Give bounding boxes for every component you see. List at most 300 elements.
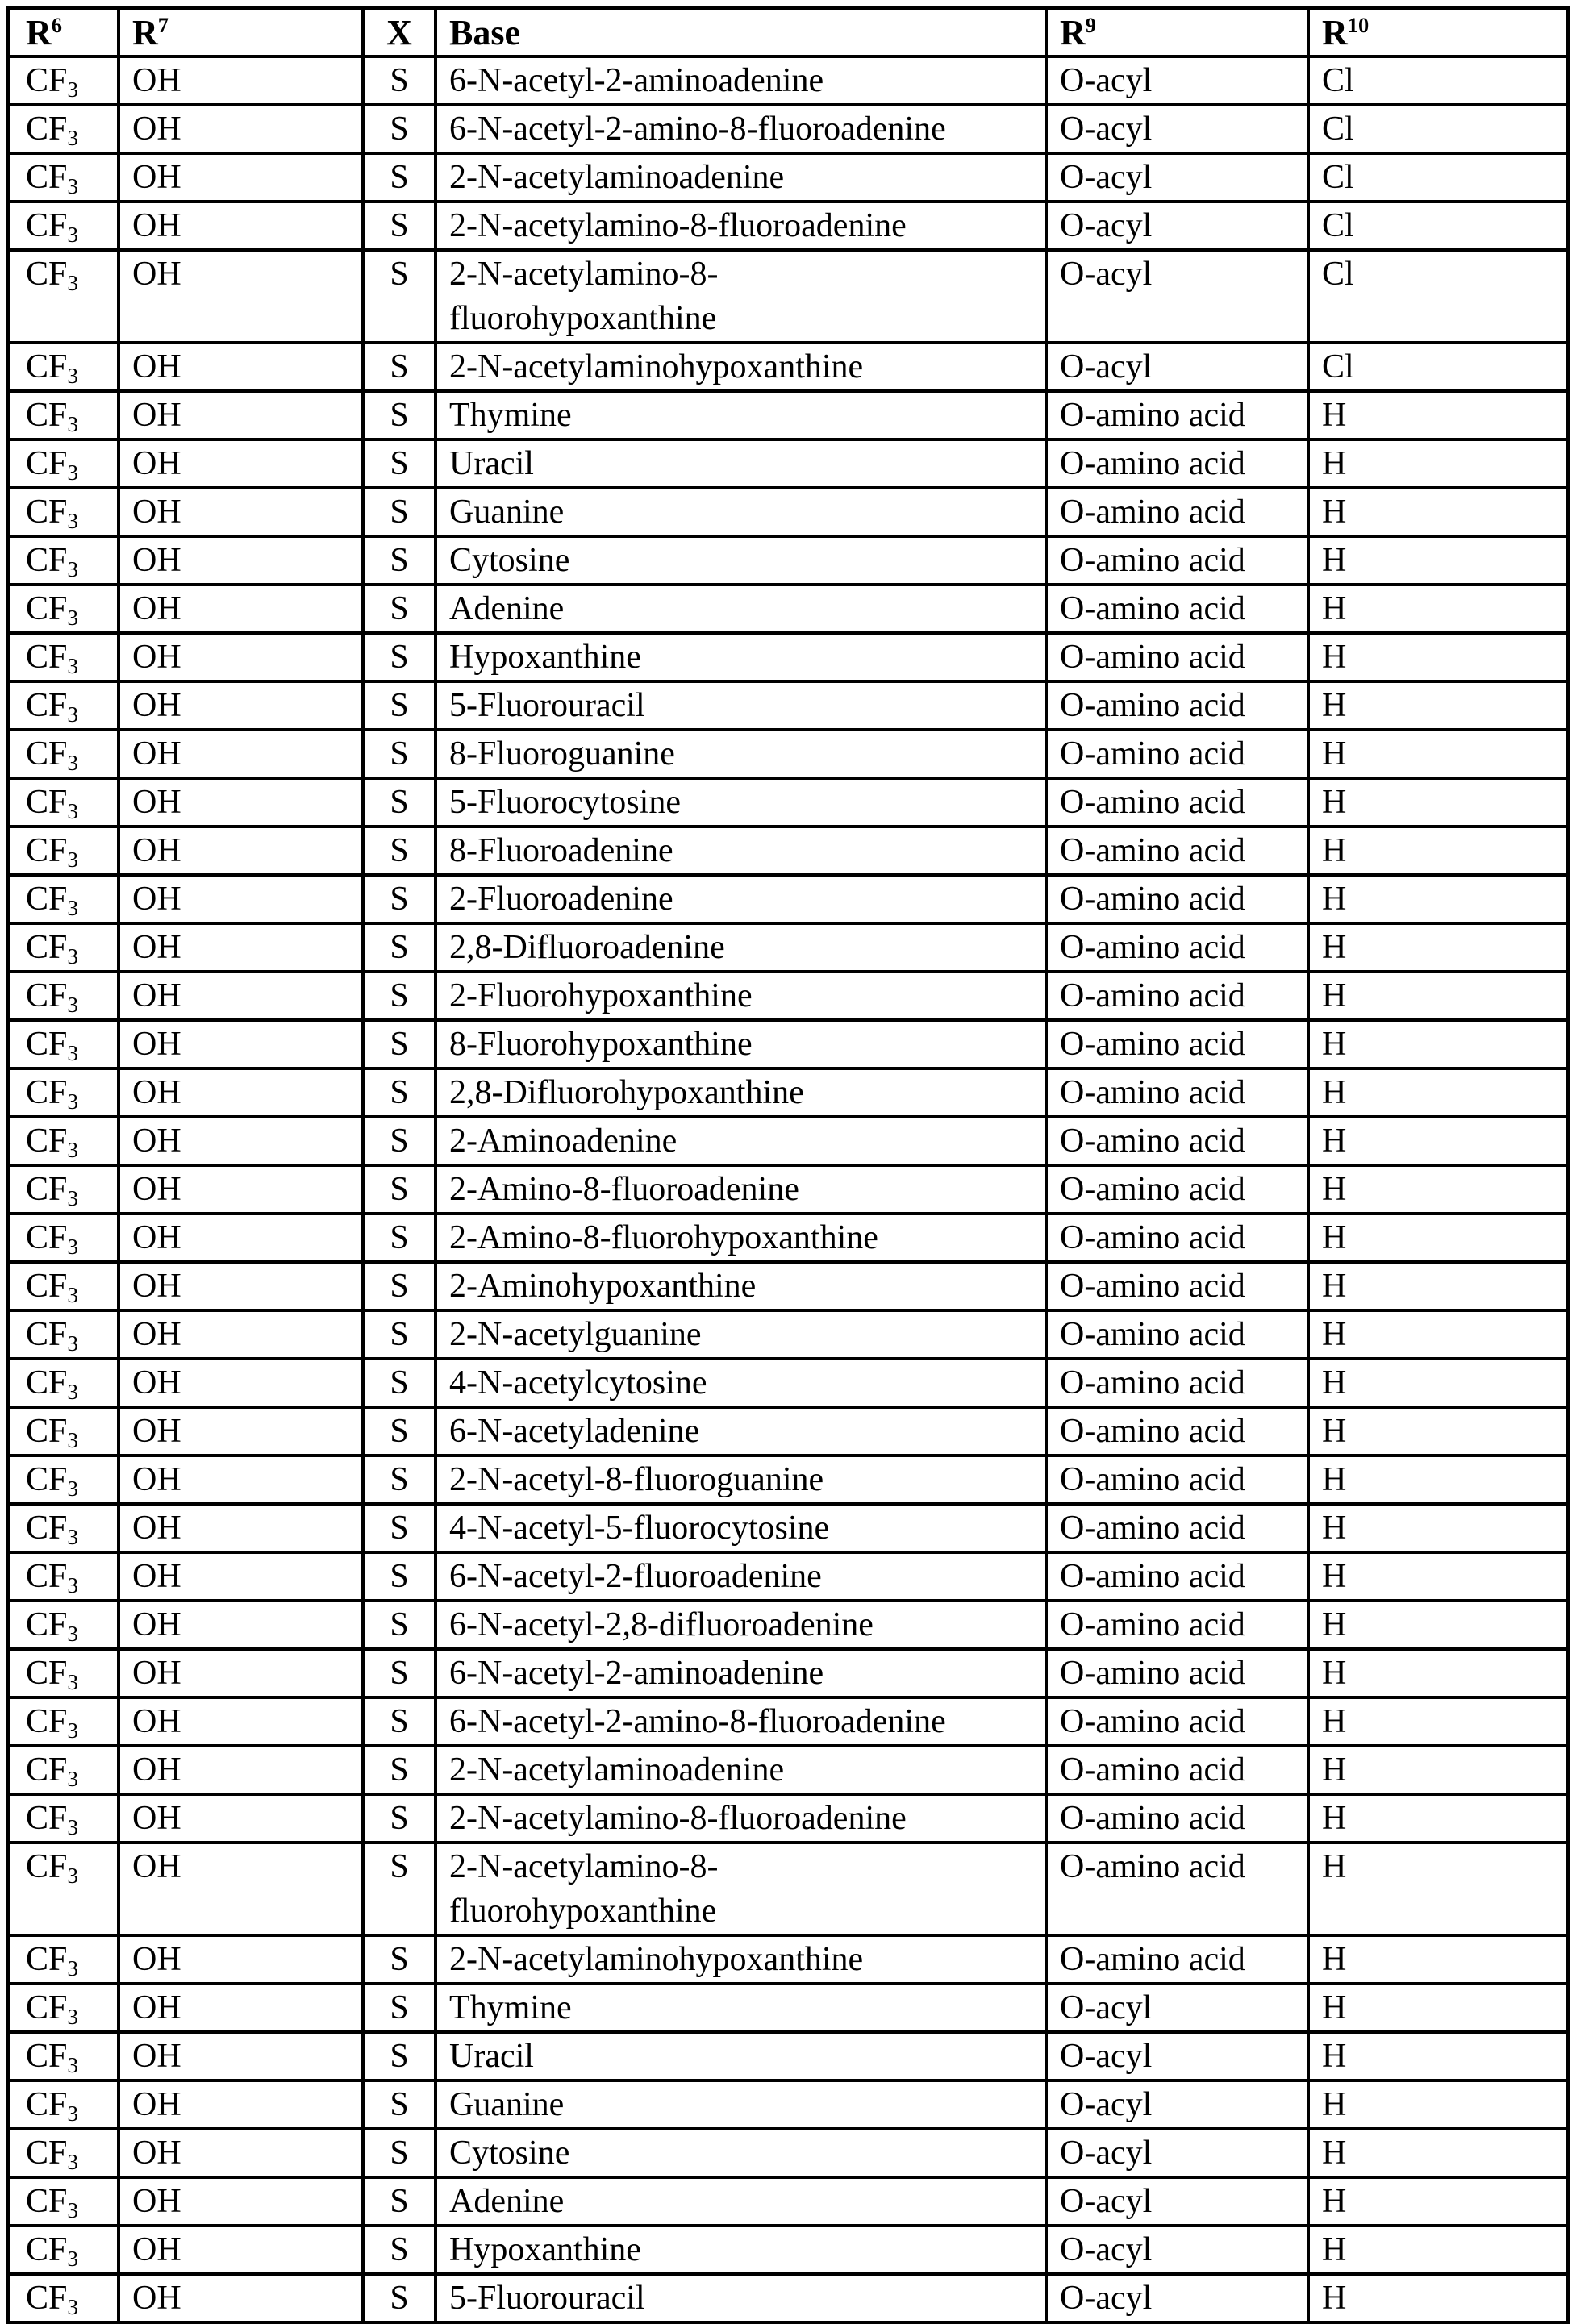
cell-r10: H xyxy=(1308,778,1568,827)
cell-r10: Cl xyxy=(1308,105,1568,153)
cell-r9: O-acyl xyxy=(1046,2274,1308,2322)
cell-r7: OH xyxy=(119,1697,363,1746)
cell-r9: O-acyl xyxy=(1046,105,1308,153)
cell-r10: H xyxy=(1308,2226,1568,2274)
table-row xyxy=(8,1601,1568,1649)
cell-r10: H xyxy=(1308,439,1568,488)
cell-r9: O-acyl xyxy=(1046,250,1308,343)
cell-r6: $CF_3$ xyxy=(8,1649,119,1697)
cell-x: S xyxy=(363,202,436,250)
cell-r7: OH xyxy=(119,536,363,585)
table-row xyxy=(8,633,1568,681)
cell-x: S xyxy=(363,1068,436,1117)
cell-r6: $CF_3$ xyxy=(8,105,119,153)
cell-r9: O-amino acid xyxy=(1046,1117,1308,1165)
cell-r10: H xyxy=(1308,488,1568,536)
table-row xyxy=(8,2080,1568,2129)
table-row xyxy=(8,1117,1568,1165)
cell-base: 2-N-acetylguanine xyxy=(436,1310,1046,1359)
cell-r7: OH xyxy=(119,1601,363,1649)
cell-r7: OH xyxy=(119,488,363,536)
table-row xyxy=(8,875,1568,923)
cell-r7: OH xyxy=(119,1984,363,2032)
cell-r10: H xyxy=(1308,1456,1568,1504)
cell-r6: $CF_3$ xyxy=(8,1068,119,1117)
table-row xyxy=(8,730,1568,778)
cell-r7: OH xyxy=(119,585,363,633)
cell-r10: H xyxy=(1308,391,1568,439)
cell-r9: O-amino acid xyxy=(1046,1262,1308,1310)
cell-x: S xyxy=(363,2274,436,2322)
cell-x: S xyxy=(363,681,436,730)
cell-r9: O-acyl xyxy=(1046,2129,1308,2177)
table-row xyxy=(8,202,1568,250)
cell-x: S xyxy=(363,2177,436,2226)
cell-r9: O-acyl xyxy=(1046,56,1308,105)
cell-base: 2-Amino-8-fluoroadenine xyxy=(436,1165,1046,1214)
cell-r7: OH xyxy=(119,1746,363,1794)
cell-x: S xyxy=(363,536,436,585)
cell-r7: OH xyxy=(119,2032,363,2080)
cell-r7: OH xyxy=(119,1649,363,1697)
cell-r7: OH xyxy=(119,56,363,105)
cell-x: S xyxy=(363,1649,436,1697)
cell-r6: $CF_3$ xyxy=(8,875,119,923)
cell-base: 6-N-acetyladenine xyxy=(436,1407,1046,1456)
cell-r9: O-amino acid xyxy=(1046,1746,1308,1794)
table-row xyxy=(8,585,1568,633)
cell-x: S xyxy=(363,1984,436,2032)
cell-r7: OH xyxy=(119,1504,363,1552)
table-row xyxy=(8,1984,1568,2032)
cell-x: S xyxy=(363,585,436,633)
cell-r10: H xyxy=(1308,536,1568,585)
cell-base: 2-N-acetylamino-8-fluoroadenine xyxy=(436,1794,1046,1843)
cell-r10: H xyxy=(1308,1843,1568,1935)
table-row xyxy=(8,1020,1568,1068)
table-row xyxy=(8,250,1568,343)
cell-x: S xyxy=(363,1456,436,1504)
cell-r6: $CF_3$ xyxy=(8,585,119,633)
cell-x: S xyxy=(363,488,436,536)
cell-r6: $CF_3$ xyxy=(8,391,119,439)
cell-r7: OH xyxy=(119,827,363,875)
cell-r9: O-acyl xyxy=(1046,2226,1308,2274)
cell-r9: O-acyl xyxy=(1046,2032,1308,2080)
table-row xyxy=(8,2177,1568,2226)
cell-r10: H xyxy=(1308,1359,1568,1407)
table-row xyxy=(8,778,1568,827)
cell-r10: H xyxy=(1308,1649,1568,1697)
cell-base: Guanine xyxy=(436,488,1046,536)
cell-base: Guanine xyxy=(436,2080,1046,2129)
cell-r7: OH xyxy=(119,1214,363,1262)
cell-r9: O-amino acid xyxy=(1046,1214,1308,1262)
cell-r10: H xyxy=(1308,2032,1568,2080)
cell-base: 2-N-acetylaminoadenine xyxy=(436,153,1046,202)
cell-base: 5-Fluorouracil xyxy=(436,2274,1046,2322)
cell-r6: $CF_3$ xyxy=(8,250,119,343)
cell-base: 6-N-acetyl-2-aminoadenine xyxy=(436,1649,1046,1697)
cell-r10: H xyxy=(1308,2080,1568,2129)
cell-x: S xyxy=(363,153,436,202)
cell-r9: O-amino acid xyxy=(1046,439,1308,488)
cell-r10: H xyxy=(1308,875,1568,923)
cell-r6: $CF_3$ xyxy=(8,2177,119,2226)
table-row xyxy=(8,972,1568,1020)
cell-r7: OH xyxy=(119,153,363,202)
cell-r6: $CF_3$ xyxy=(8,2032,119,2080)
cell-r10: Cl xyxy=(1308,250,1568,343)
cell-r7: OH xyxy=(119,1020,363,1068)
table-row xyxy=(8,1843,1568,1935)
table-row xyxy=(8,1649,1568,1697)
cell-r9: O-amino acid xyxy=(1046,681,1308,730)
cell-x: S xyxy=(363,391,436,439)
cell-x: S xyxy=(363,730,436,778)
cell-r9: O-acyl xyxy=(1046,202,1308,250)
cell-x: S xyxy=(363,1359,436,1407)
cell-r9: O-amino acid xyxy=(1046,875,1308,923)
cell-r10: H xyxy=(1308,681,1568,730)
table-row xyxy=(8,439,1568,488)
cell-r9: O-amino acid xyxy=(1046,391,1308,439)
cell-r7: OH xyxy=(119,250,363,343)
cell-r9: O-amino acid xyxy=(1046,1843,1308,1935)
cell-x: S xyxy=(363,1935,436,1984)
cell-r7: OH xyxy=(119,105,363,153)
cell-r7: OH xyxy=(119,681,363,730)
cell-x: S xyxy=(363,343,436,391)
table-row xyxy=(8,2226,1568,2274)
cell-r7: OH xyxy=(119,1165,363,1214)
table-row xyxy=(8,1262,1568,1310)
cell-r6: $CF_3$ xyxy=(8,153,119,202)
cell-r10: H xyxy=(1308,1552,1568,1601)
cell-r6: $CF_3$ xyxy=(8,1165,119,1214)
table-row xyxy=(8,1214,1568,1262)
cell-r10: H xyxy=(1308,2177,1568,2226)
cell-r9: O-amino acid xyxy=(1046,536,1308,585)
cell-r9: O-amino acid xyxy=(1046,1601,1308,1649)
cell-r7: OH xyxy=(119,1935,363,1984)
cell-x: S xyxy=(363,633,436,681)
cell-r9: O-amino acid xyxy=(1046,1165,1308,1214)
cell-x: S xyxy=(363,1407,436,1456)
cell-r10: H xyxy=(1308,633,1568,681)
cell-base: 2-Amino-8-fluorohypoxanthine xyxy=(436,1214,1046,1262)
cell-base: 2-N-acetylamino-8- fluorohypoxanthine xyxy=(436,250,1046,343)
cell-base: Hypoxanthine xyxy=(436,633,1046,681)
compound-table xyxy=(6,6,1570,2324)
cell-r9: O-amino acid xyxy=(1046,1310,1308,1359)
cell-base: 2,8-Difluoroadenine xyxy=(436,923,1046,972)
table-body xyxy=(8,56,1568,2322)
cell-x: S xyxy=(363,923,436,972)
cell-r10: H xyxy=(1308,2129,1568,2177)
cell-r6: $CF_3$ xyxy=(8,1746,119,1794)
cell-x: S xyxy=(363,1262,436,1310)
cell-r10: Cl xyxy=(1308,202,1568,250)
cell-base: 2-N-acetylaminohypoxanthine xyxy=(436,1935,1046,1984)
cell-base: 2-N-acetylamino-8-fluoroadenine xyxy=(436,202,1046,250)
cell-r10: H xyxy=(1308,1984,1568,2032)
table-row xyxy=(8,1504,1568,1552)
cell-r9: O-amino acid xyxy=(1046,1020,1308,1068)
cell-r6: $CF_3$ xyxy=(8,1794,119,1843)
cell-r9: O-amino acid xyxy=(1046,1794,1308,1843)
cell-r6: $CF_3$ xyxy=(8,1214,119,1262)
cell-x: S xyxy=(363,1601,436,1649)
table-row xyxy=(8,923,1568,972)
cell-r9: O-amino acid xyxy=(1046,1068,1308,1117)
cell-r6: $CF_3$ xyxy=(8,56,119,105)
table-row xyxy=(8,1165,1568,1214)
table-row xyxy=(8,1456,1568,1504)
cell-x: S xyxy=(363,2226,436,2274)
cell-base: 8-Fluorohypoxanthine xyxy=(436,1020,1046,1068)
cell-r10: H xyxy=(1308,1407,1568,1456)
cell-x: S xyxy=(363,1310,436,1359)
cell-r9: O-amino acid xyxy=(1046,778,1308,827)
cell-base: 2-N-acetylaminohypoxanthine xyxy=(436,343,1046,391)
cell-r9: O-amino acid xyxy=(1046,1456,1308,1504)
cell-base: 4-N-acetyl-5-fluorocytosine xyxy=(436,1504,1046,1552)
cell-x: S xyxy=(363,250,436,343)
cell-r7: OH xyxy=(119,2080,363,2129)
column-header-x: X xyxy=(363,8,436,56)
cell-r10: H xyxy=(1308,972,1568,1020)
cell-r7: OH xyxy=(119,439,363,488)
cell-r9: O-amino acid xyxy=(1046,488,1308,536)
cell-base: 4-N-acetylcytosine xyxy=(436,1359,1046,1407)
cell-x: S xyxy=(363,1214,436,1262)
cell-r6: $CF_3$ xyxy=(8,488,119,536)
cell-r7: OH xyxy=(119,972,363,1020)
cell-x: S xyxy=(363,1843,436,1935)
table-row xyxy=(8,1697,1568,1746)
cell-r7: OH xyxy=(119,1456,363,1504)
table-row xyxy=(8,1407,1568,1456)
cell-r9: O-amino acid xyxy=(1046,1407,1308,1456)
cell-r6: $CF_3$ xyxy=(8,1601,119,1649)
cell-r10: H xyxy=(1308,1262,1568,1310)
cell-x: S xyxy=(363,56,436,105)
cell-r6: $CF_3$ xyxy=(8,1117,119,1165)
cell-base: 2-N-acetyl-8-fluoroguanine xyxy=(436,1456,1046,1504)
cell-base: 2-Aminoadenine xyxy=(436,1117,1046,1165)
table-row xyxy=(8,536,1568,585)
table-row xyxy=(8,153,1568,202)
cell-r10: H xyxy=(1308,1165,1568,1214)
cell-r9: O-amino acid xyxy=(1046,633,1308,681)
cell-r6: $CF_3$ xyxy=(8,1504,119,1552)
cell-base: 2-Fluoroadenine xyxy=(436,875,1046,923)
cell-r7: OH xyxy=(119,343,363,391)
cell-r10: H xyxy=(1308,1214,1568,1262)
cell-r10: H xyxy=(1308,730,1568,778)
column-header-r7: $R^7$ xyxy=(119,8,363,56)
cell-r7: OH xyxy=(119,633,363,681)
cell-base: 6-N-acetyl-2-fluoroadenine xyxy=(436,1552,1046,1601)
cell-r6: $CF_3$ xyxy=(8,1262,119,1310)
cell-r6: $CF_3$ xyxy=(8,827,119,875)
cell-r6: $CF_3$ xyxy=(8,1697,119,1746)
cell-x: S xyxy=(363,1165,436,1214)
cell-base: 2-N-acetylamino-8- fluorohypoxanthine xyxy=(436,1843,1046,1935)
cell-r9: O-acyl xyxy=(1046,153,1308,202)
cell-base: 5-Fluorocytosine xyxy=(436,778,1046,827)
cell-r9: O-acyl xyxy=(1046,1984,1308,2032)
cell-x: S xyxy=(363,105,436,153)
cell-r6: $CF_3$ xyxy=(8,633,119,681)
table-row xyxy=(8,391,1568,439)
cell-r7: OH xyxy=(119,1552,363,1601)
table-row xyxy=(8,681,1568,730)
cell-x: S xyxy=(363,439,436,488)
cell-r10: H xyxy=(1308,1601,1568,1649)
cell-r7: OH xyxy=(119,923,363,972)
cell-r9: O-amino acid xyxy=(1046,1935,1308,1984)
cell-r9: O-amino acid xyxy=(1046,972,1308,1020)
cell-r9: O-amino acid xyxy=(1046,923,1308,972)
cell-r9: O-amino acid xyxy=(1046,1697,1308,1746)
cell-r10: H xyxy=(1308,585,1568,633)
cell-x: S xyxy=(363,2032,436,2080)
cell-x: S xyxy=(363,2129,436,2177)
cell-base: Cytosine xyxy=(436,2129,1046,2177)
cell-x: S xyxy=(363,875,436,923)
table-row xyxy=(8,2129,1568,2177)
cell-r7: OH xyxy=(119,1310,363,1359)
table-row xyxy=(8,488,1568,536)
column-header-r10: $R^{10}$ xyxy=(1308,8,1568,56)
cell-base: Adenine xyxy=(436,2177,1046,2226)
cell-r6: $CF_3$ xyxy=(8,2274,119,2322)
cell-base: Cytosine xyxy=(436,536,1046,585)
cell-r6: $CF_3$ xyxy=(8,1552,119,1601)
cell-r6: $CF_3$ xyxy=(8,536,119,585)
cell-base: Hypoxanthine xyxy=(436,2226,1046,2274)
cell-base: 8-Fluoroguanine xyxy=(436,730,1046,778)
cell-r6: $CF_3$ xyxy=(8,1935,119,1984)
cell-r7: OH xyxy=(119,778,363,827)
table-row xyxy=(8,1068,1568,1117)
cell-r7: OH xyxy=(119,1407,363,1456)
cell-r10: Cl xyxy=(1308,153,1568,202)
cell-base: 6-N-acetyl-2-aminoadenine xyxy=(436,56,1046,105)
cell-r9: O-amino acid xyxy=(1046,1359,1308,1407)
cell-r9: O-amino acid xyxy=(1046,730,1308,778)
cell-r6: $CF_3$ xyxy=(8,730,119,778)
cell-x: S xyxy=(363,1552,436,1601)
cell-r7: OH xyxy=(119,1794,363,1843)
cell-base: 2-Fluorohypoxanthine xyxy=(436,972,1046,1020)
cell-base: Uracil xyxy=(436,2032,1046,2080)
table-row xyxy=(8,1552,1568,1601)
table-header-row xyxy=(8,8,1568,56)
cell-x: S xyxy=(363,1794,436,1843)
cell-base: 6-N-acetyl-2,8-difluoroadenine xyxy=(436,1601,1046,1649)
cell-r10: H xyxy=(1308,1310,1568,1359)
cell-base: Thymine xyxy=(436,1984,1046,2032)
table-row xyxy=(8,56,1568,105)
table-row xyxy=(8,1935,1568,1984)
cell-r6: $CF_3$ xyxy=(8,2129,119,2177)
table-row xyxy=(8,2274,1568,2322)
table-row xyxy=(8,1746,1568,1794)
cell-r10: H xyxy=(1308,1794,1568,1843)
cell-r7: OH xyxy=(119,202,363,250)
cell-x: S xyxy=(363,1117,436,1165)
cell-r6: $CF_3$ xyxy=(8,923,119,972)
cell-x: S xyxy=(363,778,436,827)
cell-r9: O-amino acid xyxy=(1046,585,1308,633)
cell-r10: Cl xyxy=(1308,343,1568,391)
cell-r6: $CF_3$ xyxy=(8,1359,119,1407)
column-header-r9: $R^9$ xyxy=(1046,8,1308,56)
cell-r9: O-acyl xyxy=(1046,343,1308,391)
cell-r6: $CF_3$ xyxy=(8,972,119,1020)
column-header-base: Base xyxy=(436,8,1046,56)
cell-r7: OH xyxy=(119,1117,363,1165)
cell-base: 6-N-acetyl-2-amino-8-fluoroadenine xyxy=(436,1697,1046,1746)
table-row xyxy=(8,827,1568,875)
cell-r7: OH xyxy=(119,1359,363,1407)
cell-r7: OH xyxy=(119,2177,363,2226)
cell-r7: OH xyxy=(119,1843,363,1935)
cell-base: 2-Aminohypoxanthine xyxy=(436,1262,1046,1310)
cell-r7: OH xyxy=(119,2226,363,2274)
cell-r9: O-acyl xyxy=(1046,2080,1308,2129)
cell-r9: O-acyl xyxy=(1046,2177,1308,2226)
cell-x: S xyxy=(363,827,436,875)
cell-r10: H xyxy=(1308,1068,1568,1117)
cell-r6: $CF_3$ xyxy=(8,681,119,730)
cell-r10: Cl xyxy=(1308,56,1568,105)
cell-r6: $CF_3$ xyxy=(8,439,119,488)
cell-x: S xyxy=(363,972,436,1020)
cell-base: Thymine xyxy=(436,391,1046,439)
table-row xyxy=(8,105,1568,153)
cell-base: 2,8-Difluorohypoxanthine xyxy=(436,1068,1046,1117)
cell-r10: H xyxy=(1308,1935,1568,1984)
cell-base: 2-N-acetylaminoadenine xyxy=(436,1746,1046,1794)
cell-r9: O-amino acid xyxy=(1046,1552,1308,1601)
cell-r10: H xyxy=(1308,1746,1568,1794)
cell-r10: H xyxy=(1308,1504,1568,1552)
cell-r10: H xyxy=(1308,1020,1568,1068)
cell-r10: H xyxy=(1308,1117,1568,1165)
cell-r10: H xyxy=(1308,2274,1568,2322)
cell-r6: $CF_3$ xyxy=(8,202,119,250)
cell-r6: $CF_3$ xyxy=(8,1407,119,1456)
cell-r7: OH xyxy=(119,875,363,923)
cell-r9: O-amino acid xyxy=(1046,1649,1308,1697)
cell-x: S xyxy=(363,1504,436,1552)
cell-r9: O-amino acid xyxy=(1046,1504,1308,1552)
cell-x: S xyxy=(363,1746,436,1794)
cell-r7: OH xyxy=(119,2274,363,2322)
cell-r10: H xyxy=(1308,827,1568,875)
cell-base: 6-N-acetyl-2-amino-8-fluoroadenine xyxy=(436,105,1046,153)
cell-r7: OH xyxy=(119,2129,363,2177)
cell-r7: OH xyxy=(119,1068,363,1117)
column-header-r6: $R^6$ xyxy=(8,8,119,56)
table-row xyxy=(8,343,1568,391)
table-row xyxy=(8,1359,1568,1407)
cell-r9: O-amino acid xyxy=(1046,827,1308,875)
